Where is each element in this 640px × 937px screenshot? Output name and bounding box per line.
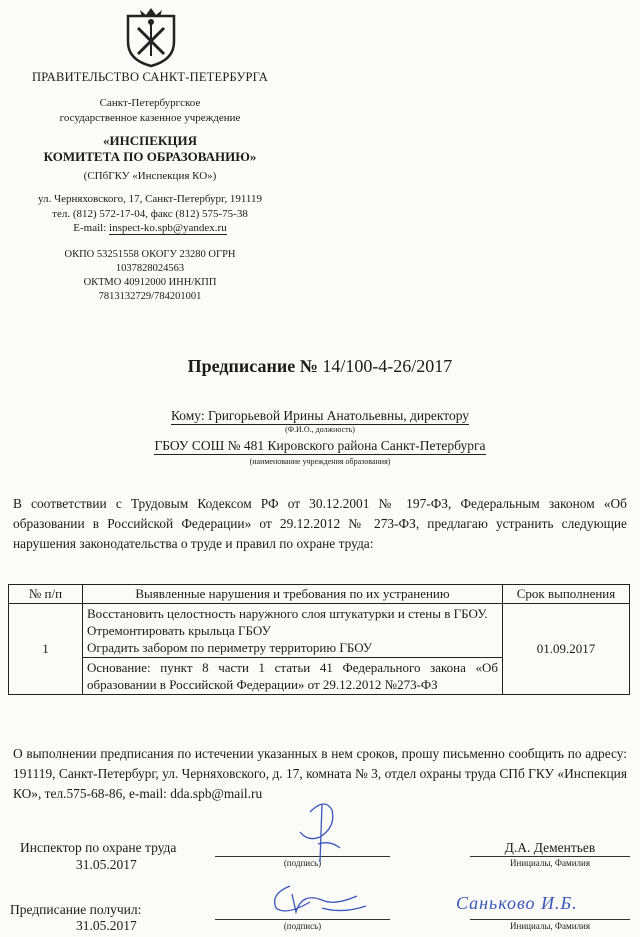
gov-name: ПРАВИТЕЛЬСТВО САНКТ-ПЕТЕРБУРГА [32,70,268,84]
document-title [0,356,640,377]
organization-name: ГБОУ СОШ № 481 Кировского района Санкт-Петербурга [154,438,486,453]
organization-hint: (наименование учреждения образования) [249,457,391,466]
recipient-handwritten-name: Саньково И.Б. [456,893,578,913]
name-hint: Инициалы, Фамилия [510,858,590,868]
coat-of-arms-emblem [120,6,182,68]
inst-name2: КОМИТЕТА ПО ОБРАЗОВАНИЮ» [43,149,257,164]
inst-short: (СПбГКУ «Инспекция КО») [83,170,217,182]
codes1: ОКПО 53251558 ОКОГУ 23280 ОГРН [64,249,236,260]
table-header-row [9,585,630,604]
phone: тел. (812) 572-17-04, факс (812) 575-75-38 [52,208,248,220]
col-violations-header: Выявленные нарушения и требования по их устранению [83,585,503,604]
inst-line2: государственное казенное учреждение [59,112,241,124]
violation-item: Восстановить целостность наружного слоя штукатурки и стены в ГБОУ. [87,606,488,621]
name-hint: Инициалы, Фамилия [510,921,590,931]
violation-item: Оградить забором по периметру территорию ГБОУ [87,640,373,655]
col-num-header: № п/п [9,585,83,604]
signature-hint: (подпись) [283,858,322,868]
name-line [470,855,630,857]
addressee [0,408,640,425]
email-label: E-mail: [73,222,110,234]
basis-cell: Основание: пункт 8 части 1 статьи 41 Федерального закона «Об образовании в Российской Федерации» от 29.12.2012 №273-ФЗ [83,658,503,695]
inspector-name: Д.А. Дементьев [504,840,596,855]
inspector-role: Инспектор по охране труда [20,840,177,855]
name-line [470,918,630,920]
codes4: 7813132729/784201001 [98,291,202,302]
inspector-signature [280,792,360,872]
violation-item: Отремонтировать крыльца ГБОУ [87,623,271,638]
col-deadline-header: Срок выполнения [503,585,630,604]
received-date: 31.05.2017 [76,918,137,933]
title-number: 14/100-4-26/2017 [322,356,453,376]
addressee-hint: (Ф.И.О., должность) [285,425,355,434]
codes2: 1037828024563 [115,263,185,274]
violations-cell [83,604,503,658]
inst-line1: Санкт-Петербургское [99,97,201,109]
address: ул. Черняховского, 17, Санкт-Петербург, 191119 [37,193,263,205]
signature-hint: (подпись) [283,921,322,931]
title-label: Предписание № [187,356,318,376]
inst-name1: «ИНСПЕКЦИЯ [103,133,197,148]
violations-table [8,584,630,695]
table-row [9,604,630,658]
intro-paragraph: В соответствии с Трудовым Кодексом РФ от 30.12.2001 № 197-ФЗ, Федеральным законом «Об образовании в Российской Федерации» от 29.12.2012 № 273-ФЗ, предлагаю устранить следующие нарушения законодательства о труде и правил по охране труда: [13,496,627,551]
addressee-name: Кому: Григорьевой Ирины Анатольевны, директору [170,408,470,423]
received-label: Предписание получил: [10,902,142,917]
deadline-cell: 01.09.2017 [503,604,630,695]
codes3: ОКТМО 40912000 ИНН/КПП [83,277,217,288]
organization [0,438,640,455]
email-line [0,222,300,235]
row-number: 1 [9,604,83,695]
email-link[interactable]: inspect-ko.spb@yandex.ru [109,222,227,234]
recipient-signature [262,872,372,922]
inspector-date: 31.05.2017 [76,857,137,872]
closing-paragraph: О выполнении предписания по истечении указанных в нем сроков, прошу письменно сообщить по адресу: 191119, Санкт-Петербург, ул. Черняховского, д. 17, комната № 3, отдел охраны труда СПб ГКУ «Инспекция КО», тел.575-68-86, e-mail: dda.spb@mail.ru [13,746,627,801]
